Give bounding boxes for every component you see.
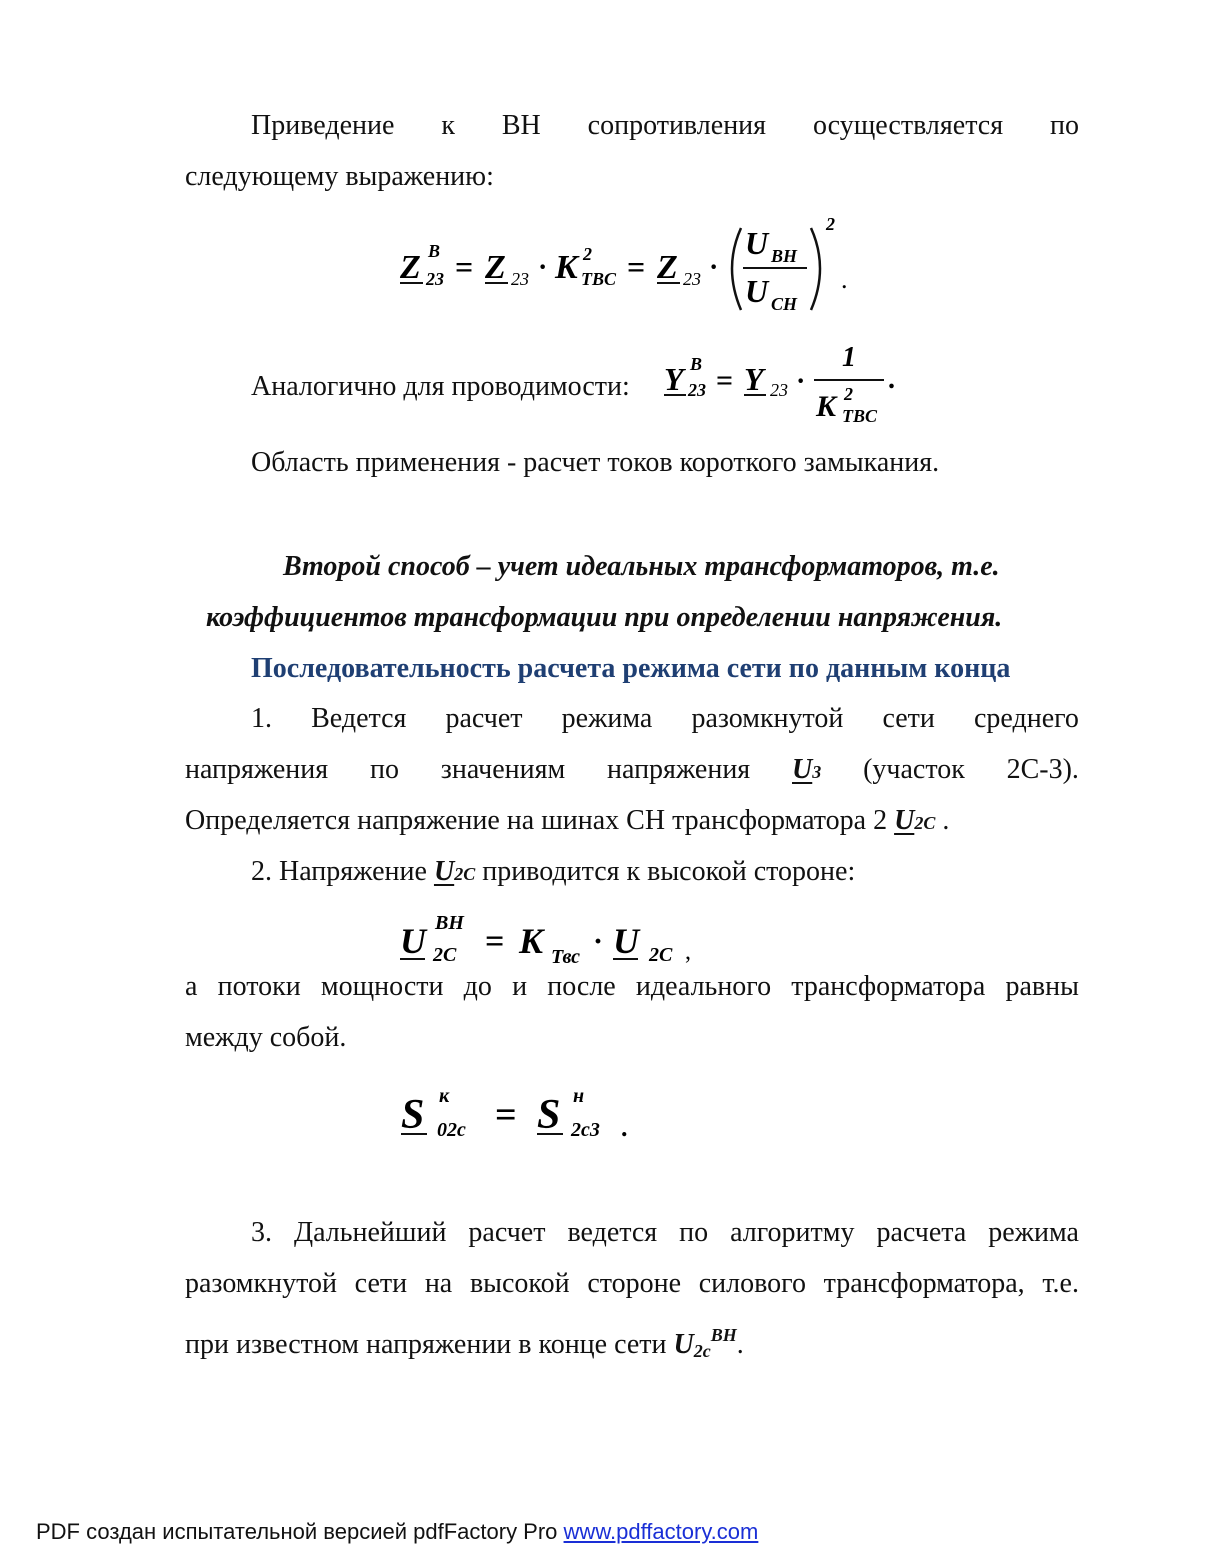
paragraph3-text: Область применения - расчет токов короткого замыкания. — [251, 447, 940, 478]
formula-sub: 23 — [511, 269, 529, 289]
word: и — [512, 971, 528, 1002]
italic-heading-line2: коэффициентов трансформации при определении напряжения. — [206, 602, 1003, 633]
word: (участок — [863, 754, 965, 785]
formula-eq: = — [495, 1094, 517, 1136]
formula-symbol: Y — [744, 361, 764, 397]
word: среднего — [974, 703, 1079, 734]
item3-line3-text: при известном напряжении в конце сети — [185, 1329, 667, 1360]
formula-symbol: U — [745, 225, 769, 261]
item2-line3: между собой. — [185, 1022, 347, 1053]
formula-numerator: 1 — [842, 342, 856, 373]
formula-sup: B — [428, 241, 441, 261]
word: по — [679, 1217, 709, 1248]
word: по — [1050, 110, 1079, 141]
word: напряжения — [607, 754, 751, 785]
item3-line2 — [185, 1270, 1079, 1298]
formula-symbol: K — [555, 249, 578, 286]
formula-symbol: K — [816, 390, 837, 423]
formula-sub: CH — [771, 294, 798, 314]
formula-dot: · — [538, 252, 548, 283]
word: алгоритму — [730, 1217, 855, 1248]
formula-sub: TBC — [842, 406, 878, 426]
formula-dot: · — [593, 925, 604, 958]
word: т.е. — [1042, 1268, 1079, 1299]
word: расчет — [445, 703, 523, 734]
formula-sub: 2C — [433, 944, 457, 966]
formula-symbol: Z — [400, 249, 421, 286]
word: потоки — [217, 971, 301, 1002]
formula-sup: BH — [435, 912, 464, 934]
pdf-footer — [36, 1519, 758, 1545]
word: на — [424, 1268, 453, 1299]
footer-text: PDF создан испытательной версией pdfFactory Pro — [36, 1519, 558, 1544]
word: напряжения — [185, 754, 329, 785]
word: а — [185, 971, 198, 1002]
item3-line3 — [185, 1321, 744, 1365]
word: расчет — [468, 1217, 546, 1248]
paragraph2-text: Аналогично для проводимости: — [251, 371, 630, 402]
item1-line1 — [251, 705, 1079, 733]
word: режима — [988, 1217, 1079, 1248]
item3-line3-end: . — [736, 1329, 744, 1360]
formula-sub: 23 — [770, 380, 788, 400]
formula-sub: 23 — [688, 380, 706, 400]
formula-sub: 2c3 — [571, 1119, 600, 1141]
formula-eq: = — [485, 923, 505, 960]
formula-symbol: U — [745, 273, 769, 309]
italic-heading-line1: Второй способ – учет идеальных трансформаторов, т.е. — [283, 551, 1000, 582]
formula-eq: = — [627, 249, 646, 285]
formula-sup: н — [573, 1085, 585, 1107]
formula-voltage-reduction — [395, 905, 715, 975]
formula-sub: 23 — [683, 269, 701, 289]
word: осуществляется — [812, 110, 1004, 141]
word: сети — [882, 703, 935, 734]
formula-impedance-reduction — [395, 210, 855, 320]
formula-sub: 02c — [437, 1119, 466, 1141]
formula-symbol: Z — [657, 249, 678, 286]
word: мощности — [320, 971, 444, 1002]
word: до — [463, 971, 492, 1002]
item1-line3-text: Определяется напряжение на шинах СН трансформатора 2 — [185, 805, 888, 836]
footer-link[interactable]: www.pdffactory.com — [563, 1519, 759, 1544]
formula-sup: B — [690, 354, 703, 374]
formula-admittance-reduction — [660, 338, 910, 428]
word: значениям — [440, 754, 566, 785]
formula-symbol: S — [537, 1092, 561, 1138]
symbol-U3: U3 — [792, 754, 822, 785]
formula-sup: 2 — [826, 214, 835, 234]
formula-dot: · — [796, 366, 806, 397]
word: стороне — [587, 1268, 682, 1299]
item2-line2 — [185, 973, 1079, 1001]
word: к — [441, 110, 455, 141]
formula-dot: · — [709, 252, 719, 283]
word: после — [547, 971, 616, 1002]
item2-prefix: 2. Напряжение — [251, 856, 427, 887]
formula-power-equality — [395, 1080, 655, 1150]
word: идеального — [635, 971, 772, 1002]
symbol-U2C: U2C — [433, 856, 476, 887]
item1-line3 — [185, 807, 949, 837]
word: силового — [698, 1268, 806, 1299]
word: разомкнутой — [691, 703, 844, 734]
formula-end: . — [888, 364, 895, 395]
word: высокой — [469, 1268, 570, 1299]
formula-eq: = — [716, 364, 734, 397]
paragraph1-line2: следующему выражению: — [185, 161, 494, 192]
item1-line3-end: . — [942, 805, 950, 836]
word: Ведется — [311, 703, 407, 734]
formula-sup: 2 — [583, 244, 592, 264]
word: трансформатора, — [823, 1268, 1025, 1299]
word: 1. — [251, 703, 272, 734]
formula-symbol: Z — [485, 249, 506, 286]
formula-eq: = — [455, 249, 474, 285]
formula-symbol: Y — [664, 361, 684, 397]
word: трансформатора — [791, 971, 986, 1002]
symbol-U2c-BH: $U_{2c}^{BH}$ — [673, 1325, 737, 1361]
formula-end: . — [621, 1113, 628, 1142]
word: расчета — [876, 1217, 967, 1248]
word: ведется — [567, 1217, 658, 1248]
formula-sub: Твс — [551, 946, 581, 968]
word: 2С-3). — [1006, 754, 1079, 785]
word: Приведение — [251, 110, 395, 141]
paragraph1-line1 — [251, 112, 1079, 140]
formula-sub: BH — [771, 246, 798, 266]
formula-sub: TBC — [581, 269, 617, 289]
word: ВН — [501, 110, 541, 141]
item2-line1 — [251, 858, 855, 888]
item3-line1 — [251, 1219, 1079, 1247]
formula-sub: 2C — [649, 944, 673, 966]
word: Дальнейший — [293, 1217, 447, 1248]
formula-symbol: K — [519, 921, 544, 961]
formula-symbol: U — [400, 921, 426, 961]
formula-symbol: U — [613, 921, 639, 961]
symbol-U2C: U2C — [894, 805, 936, 836]
word: по — [369, 754, 399, 785]
formula-sup: к — [439, 1085, 450, 1107]
item2-suffix: приводится к высокой стороне: — [482, 856, 856, 887]
word: сопротивления — [587, 110, 767, 141]
section-heading: Последовательность расчета режима сети по данным конца — [251, 653, 1011, 684]
word: разомкнутой — [185, 1268, 337, 1299]
formula-sub: 23 — [426, 269, 444, 289]
item1-line2 — [185, 756, 1079, 786]
word: режима — [561, 703, 653, 734]
formula-end: . — [841, 265, 848, 294]
word: сети — [354, 1268, 408, 1299]
word: 3. — [251, 1217, 272, 1248]
word: равны — [1005, 971, 1079, 1002]
formula-end: , — [685, 939, 691, 965]
formula-sup: 2 — [844, 384, 853, 404]
formula-symbol: S — [401, 1092, 425, 1138]
